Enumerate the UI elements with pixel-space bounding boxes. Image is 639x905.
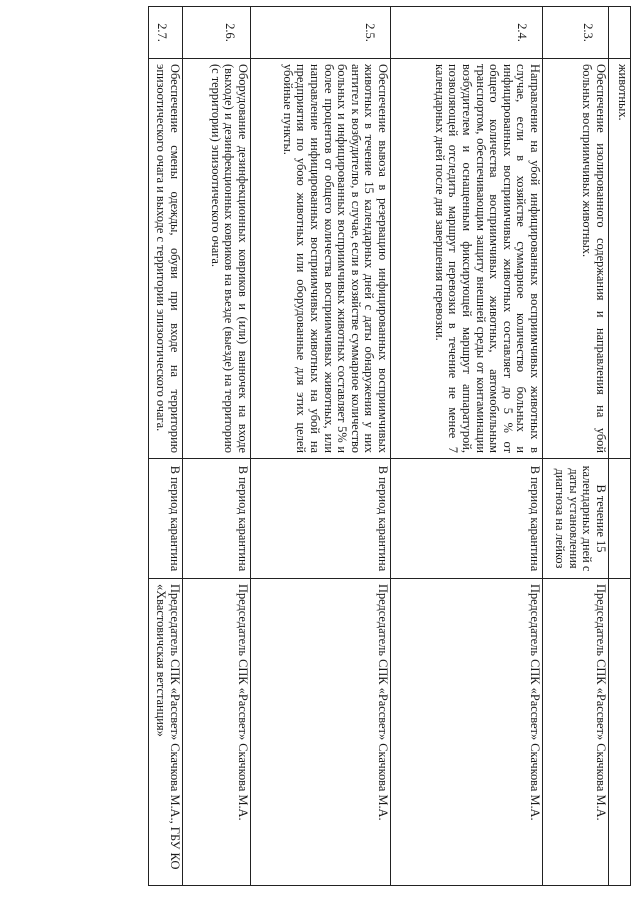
measure-text: животных. xyxy=(609,59,631,459)
responsible-text: Председатель СПК «Рассвет» Скачкова М.А. xyxy=(183,579,251,886)
measure-text: Направление на убой инфицированных восприимчивых животных в случае, если в хозяйстве суммарное количество больных и инфицированных восприимчивых животных составляет до 5 % от общего количества восприимчивых животных, автомобильным транспортом, обеспечивающим защиту внешней среды от контаминации возбудителем и оснащенным фиксирующей маршрут аппаратурой, позволяющей отследить маршрут перевозки в течение не менее 7 календарных дней после дня завершения перевозки. xyxy=(391,59,543,459)
table-row xyxy=(609,7,631,886)
measure-text: Обеспечение вывоза в резервацию инфицированных восприимчивых животных в течение 15 календарных дней с даты обнаружения у них антител к возбудителю, в случае, если в хозяйстве суммарное количество больных и инфицированных восприимчивых животных составляет 5% и более процентов от общего количества восприимчивых животных, или направление инфицированных восприимчивых животных на убой на предприятия по убою животных или оборудованные для этих целей убойные пункты. xyxy=(251,59,391,459)
table-row xyxy=(543,7,609,886)
responsible-text: Председатель СПК «Рассвет» Скачкова М.А. xyxy=(543,579,609,886)
term-text: В период карантина xyxy=(183,459,251,579)
row-number: 2.7. xyxy=(149,7,183,59)
table-row xyxy=(149,7,183,886)
responsible-text: Председатель СПК «Рассвет» Скачкова М.А. xyxy=(251,579,391,886)
measures-table xyxy=(148,6,631,886)
term-text: В период карантина xyxy=(149,459,183,579)
term-text: В период карантина xyxy=(391,459,543,579)
row-number: 2.4. xyxy=(391,7,543,59)
measure-text: Обеспечение смены одежды, обуви при входе на территорию эпизоотического очага и выходе с территории эпизоотического очага. xyxy=(149,59,183,459)
responsible-text: Председатель СПК «Рассвет» Скачкова М.А. xyxy=(391,579,543,886)
measure-text: Оборудование дезинфекционных ковриков и (или) ванночек на входе (выходе) и дезинфекционных ковриков на въезде (выезде) на территорию (с территории) эпизоотического очага. xyxy=(183,59,251,459)
row-number xyxy=(609,7,631,59)
term-text xyxy=(609,459,631,579)
table-row xyxy=(391,7,543,886)
term-text: В период карантина xyxy=(251,459,391,579)
measure-text: Обеспечение изолированного содержания и направления на убой больных восприимчивых животных. xyxy=(543,59,609,459)
table-row xyxy=(183,7,251,886)
responsible-text: Председатель СПК «Рассвет» Скачкова М.А., ГБУ КО «Хвастовичская ветстанция» xyxy=(149,579,183,886)
responsible-text xyxy=(609,579,631,886)
table-row xyxy=(251,7,391,886)
term-text: В течение 15 календарных дней с даты установления диагноза на лейкоз xyxy=(543,459,609,579)
row-number: 2.5. xyxy=(251,7,391,59)
row-number: 2.6. xyxy=(183,7,251,59)
row-number: 2.3. xyxy=(543,7,609,59)
